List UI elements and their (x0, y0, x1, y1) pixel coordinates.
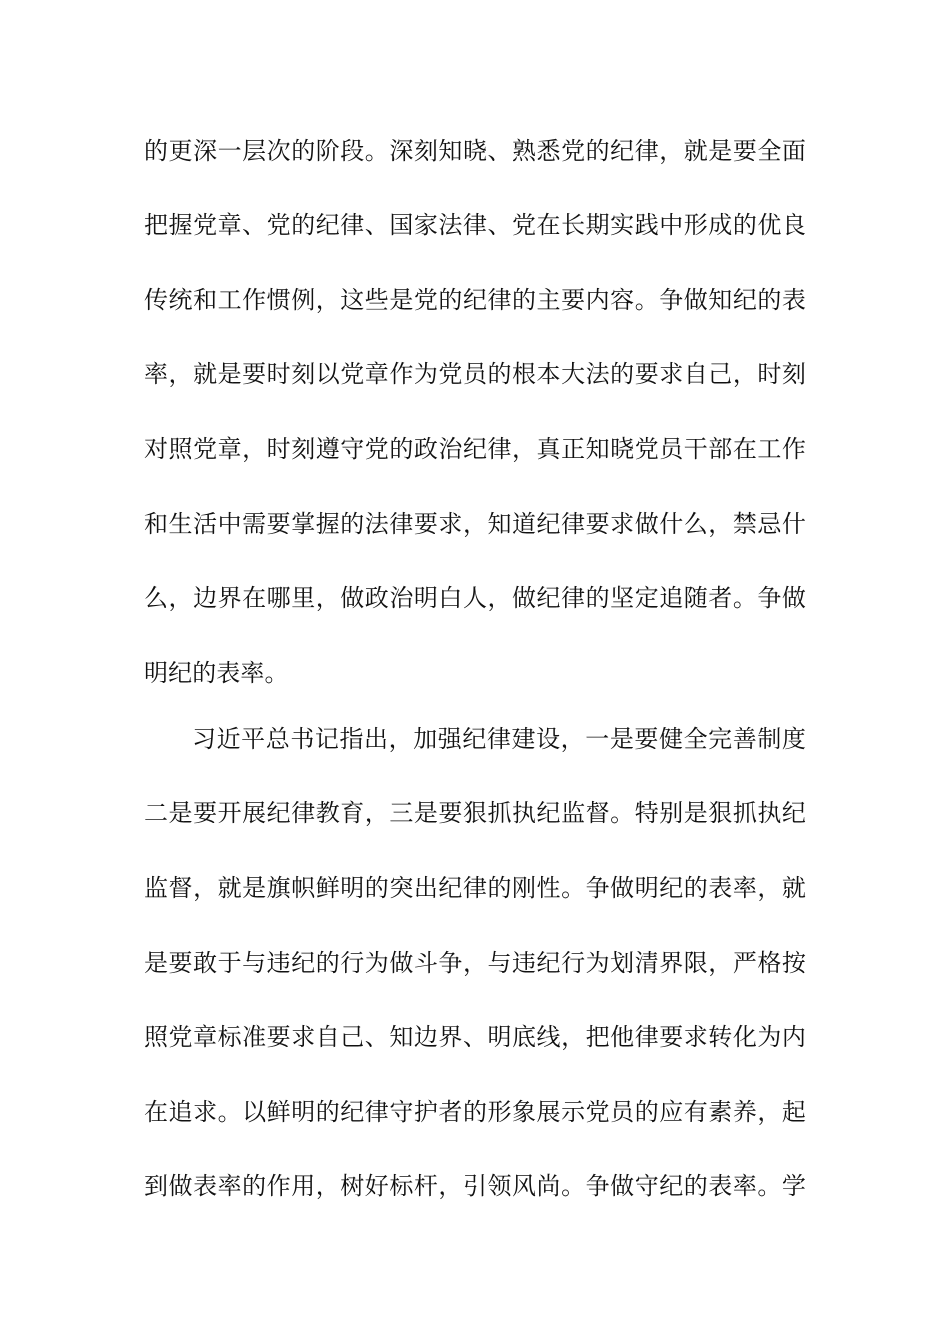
text-line: 和生活中需要掌握的法律要求，知道纪律要求做什么，禁忌什 (144, 510, 806, 538)
text-line: 监督，就是旗帜鲜明的突出纪律的刚性。争做明纪的表率，就 (144, 874, 806, 902)
text-line: 是要敢于与违纪的行为做斗争，与违纪行为划清界限，严格按 (144, 949, 806, 977)
text-line: 照党章标准要求自己、知边界、明底线，把他律要求转化为内 (144, 1023, 806, 1051)
text-line: 在追求。以鲜明的纪律守护者的形象展示党员的应有素养，起 (144, 1098, 806, 1126)
text-line: 对照党章，时刻遵守党的政治纪律，真正知晓党员干部在工作 (144, 435, 806, 463)
text-line: 把握党章、党的纪律、国家法律、党在长期实践中形成的优良 (144, 211, 806, 239)
text-line: 么，边界在哪里，做政治明白人，做纪律的坚定追随者。争做 (144, 584, 806, 612)
text-line: 二是要开展纪律教育，三是要狠抓执纪监督。特别是狠抓执纪 (144, 799, 806, 827)
text-line: 到做表率的作用，树好标杆，引领风尚。争做守纪的表率。学 (144, 1172, 806, 1200)
text-line: 传统和工作惯例，这些是党的纪律的主要内容。争做知纪的表 (144, 286, 806, 314)
paragraph-first-line: 习近平总书记指出，加强纪律建设，一是要健全完善制度 (192, 725, 806, 753)
text-line: 率，就是要时刻以党章作为党员的根本大法的要求自己，时刻 (144, 360, 806, 388)
text-line: 的更深一层次的阶段。深刻知晓、熟悉党的纪律，就是要全面 (144, 137, 806, 165)
text-line: 明纪的表率。 (144, 659, 289, 687)
